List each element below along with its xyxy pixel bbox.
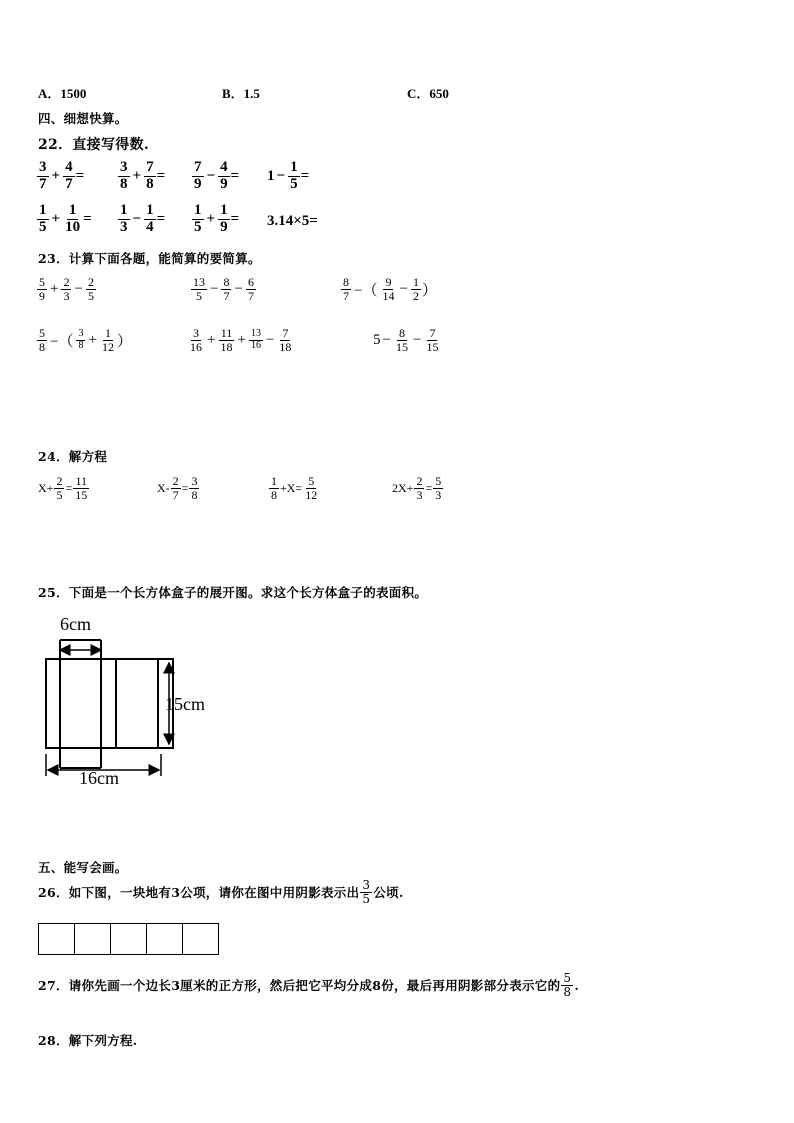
- q24-eq-1: X+ $\frac{2}{5}$ = $\frac{11}{15}$: [38, 474, 88, 502]
- length-label: 16cm: [79, 768, 119, 788]
- q23-expr-6: 5 − $\frac{8}{15}$ − $\frac{7}{15}$: [373, 326, 439, 354]
- q24-eq-3: $\frac{1}{8}$ +X= $\frac{5}{12}$: [271, 474, 318, 502]
- grid-cell[interactable]: [75, 924, 111, 954]
- grid-cell[interactable]: [39, 924, 75, 954]
- question-title: 25．下面是一个长方体盒子的展开图。求这个长方体盒子的表面积。: [38, 585, 428, 600]
- grid-cell[interactable]: [147, 924, 183, 954]
- q22-expr-5: $\frac{1}{5}$ + $\frac{1}{10}$ =: [39, 202, 92, 235]
- height-label: 15cm: [165, 694, 205, 714]
- question-title: 23．计算下面各题，能简算的要简算。: [38, 251, 261, 266]
- q23-expr-1: $\frac{5}{9}$ + $\frac{2}{3}$ − $\frac{2}{5}$: [39, 275, 94, 303]
- q23-expr-5: $\frac{3}{16}$ + $\frac{11}{18}$ + $\frac{13}{16}$ − $\frac{7}{18}$: [190, 326, 292, 354]
- question-title: 24．解方程: [38, 449, 108, 464]
- section-title: 五、能写会画。: [38, 860, 128, 875]
- q23-expr-4: $\frac{5}{8}$ −（ $\frac{3}{8}$ + $\frac{1}{12}$ ）: [39, 326, 132, 354]
- option-a: A．1500: [38, 86, 87, 101]
- width-label: 6cm: [60, 614, 91, 634]
- q24-eq-4: 2X+ $\frac{2}{3}$ = $\frac{5}{3}$: [392, 474, 442, 502]
- question-text: 27．请你先画一个边长3厘米的正方形，然后把它平均分成8份，最后再用阴影部分表示它的 $\frac{5}{8}$ .: [38, 971, 579, 999]
- q23-expr-2: $\frac{13}{5}$ − $\frac{8}{7}$ − $\frac{6}{7}$: [193, 275, 254, 303]
- q22-expr-6: $\frac{1}{3}$ − $\frac{1}{4}$ =: [120, 202, 166, 235]
- option-c: C．650: [407, 86, 449, 101]
- q22-expr-2: $\frac{3}{8}$ + $\frac{7}{8}$ =: [120, 159, 166, 192]
- net-outline: [46, 659, 173, 748]
- section-title: 四、细想快算。: [38, 111, 128, 126]
- question-title: 22．直接写得数.: [38, 137, 150, 153]
- q22-expr-7: $\frac{1}{5}$ + $\frac{1}{9}$ =: [194, 202, 240, 235]
- q22-expr-3: $\frac{7}{9}$ − $\frac{4}{9}$ =: [194, 159, 240, 192]
- option-b: B．1.5: [222, 86, 260, 101]
- q22-expr-8: 3.14×5=: [267, 213, 318, 229]
- grid-cell[interactable]: [183, 924, 218, 954]
- q24-eq-2: X- $\frac{2}{7}$ = $\frac{3}{8}$: [157, 474, 198, 502]
- q22-expr-4: 1 − $\frac{1}{5}$ =: [267, 159, 310, 192]
- q22-expr-1: $\frac{3}{7}$ + $\frac{4}{7}$ =: [39, 159, 85, 192]
- question-text: 26．如下图，一块地有3公项，请你在图中用阴影表示出 $\frac{3}{5}$ 公顷.: [38, 878, 404, 906]
- grid-cell[interactable]: [111, 924, 147, 954]
- question-title: 28．解下列方程.: [38, 1033, 138, 1048]
- land-grid[interactable]: [38, 923, 219, 955]
- q23-expr-3: $\frac{8}{7}$ −（ $\frac{9}{14}$ − $\frac{1}{2}$ ）: [343, 275, 437, 303]
